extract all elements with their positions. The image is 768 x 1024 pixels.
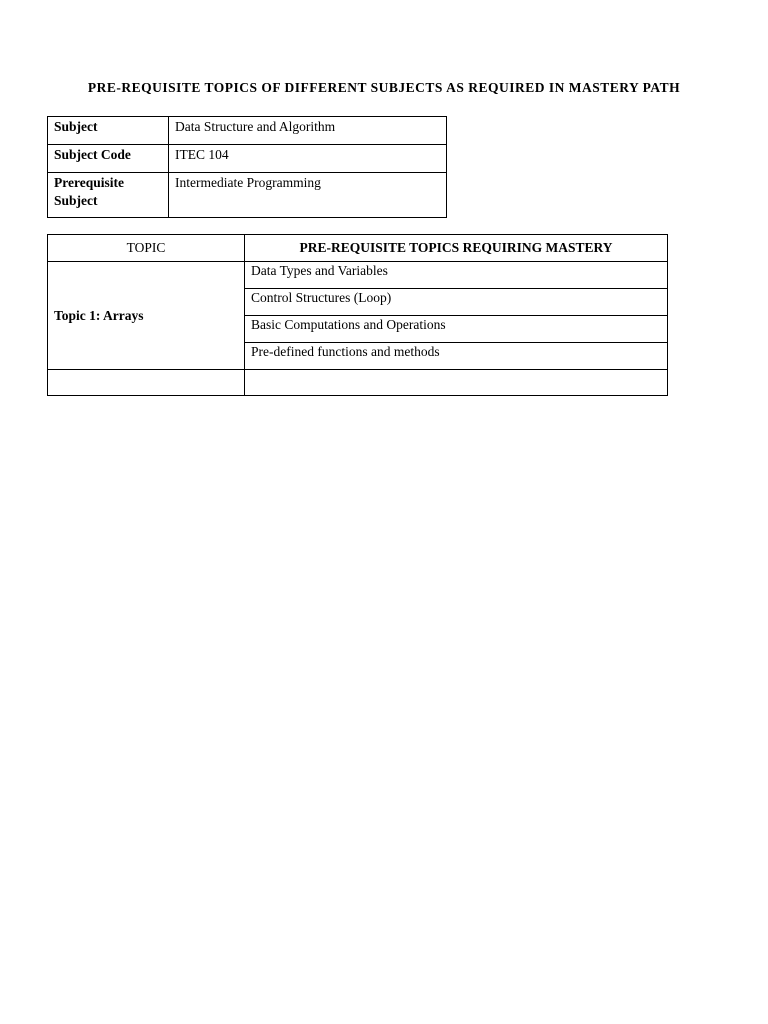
subject-row: [48, 117, 447, 145]
topic-name: Topic 1: Arrays: [48, 262, 245, 370]
subject-value: Data Structure and Algorithm: [169, 117, 447, 145]
header-prerequisite-topics: PRE-REQUISITE TOPICS REQUIRING MASTERY: [245, 235, 668, 262]
empty-topic-cell: [48, 370, 245, 396]
subject-info-table: [47, 116, 447, 218]
subject-code-value: ITEC 104: [169, 145, 447, 173]
empty-table-row: [48, 370, 668, 396]
prerequisite-subject-row: [48, 173, 447, 218]
prerequisite-subject-label: Prerequisite Subject: [48, 173, 169, 218]
table-row: [48, 262, 668, 289]
prerequisite-topic: Data Types and Variables: [245, 262, 668, 289]
header-topic: TOPIC: [48, 235, 245, 262]
subject-code-row: [48, 145, 447, 173]
topics-table-header: [48, 235, 668, 262]
prerequisite-topic: Pre-defined functions and methods: [245, 343, 668, 370]
topics-table: [47, 234, 668, 396]
prerequisite-topic: Control Structures (Loop): [245, 289, 668, 316]
prerequisite-subject-value: Intermediate Programming: [169, 173, 447, 218]
page-title: PRE-REQUISITE TOPICS OF DIFFERENT SUBJECTS AS REQUIRED IN MASTERY PATH: [87, 80, 681, 95]
prerequisite-topic: Basic Computations and Operations: [245, 316, 668, 343]
empty-prerequisite-cell: [245, 370, 668, 396]
subject-code-label: Subject Code: [48, 145, 169, 173]
subject-label: Subject: [48, 117, 169, 145]
